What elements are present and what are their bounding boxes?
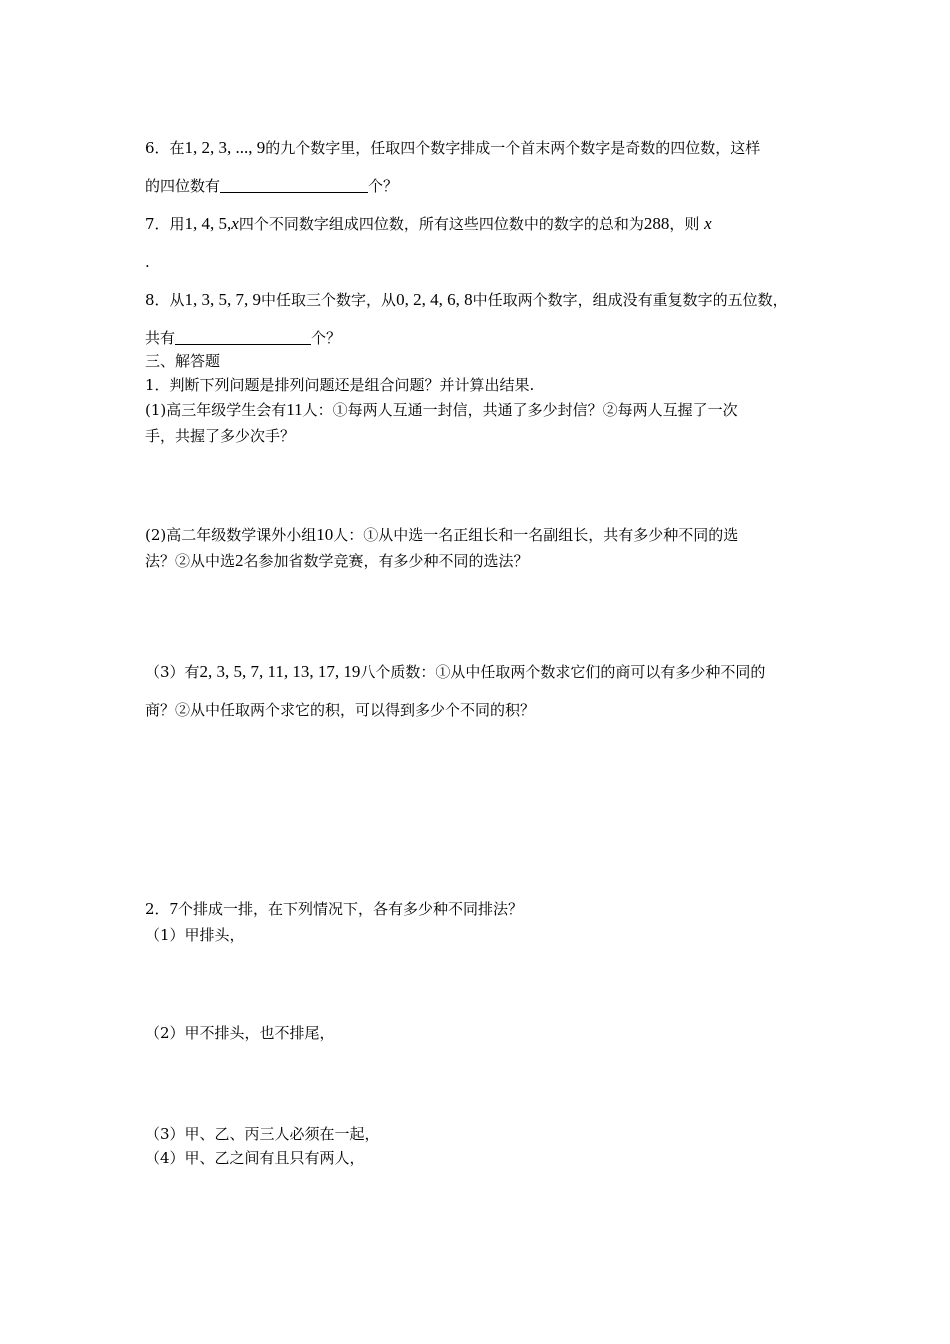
p1-s2-line2 <box>145 551 529 571</box>
q8-line1 <box>145 290 788 310</box>
p2-number: 7 <box>169 899 179 918</box>
q7-dot: . <box>145 253 150 271</box>
q7-line1 <box>145 214 712 234</box>
q8-suffix: 个？ <box>311 329 342 347</box>
q8-text: 中任取三个数字，从 <box>261 291 397 309</box>
q6-suffix: 个？ <box>368 177 399 195</box>
p1-s2-prefix: (2)高二年级数学课外小组 <box>145 526 317 544</box>
q7-text2: ，则 <box>669 215 700 233</box>
q7-sum: 288 <box>643 214 670 233</box>
p1-s2-line1 <box>145 525 738 545</box>
p1-s3-line2: 商？②从中任取两个求它的积，可以得到多少个不同的积？ <box>145 701 536 719</box>
p1-s2-text: 人：①从中选一名正组长和一名副组长，共有多少种不同的选 <box>333 526 739 544</box>
q6-line2 <box>145 176 398 196</box>
p1-s1-prefix: (1)高三年级学生会有 <box>145 401 287 419</box>
p1-s1-text: 人：①每两人互通一封信，共通了多少封信？②每两人互握了一次 <box>302 401 738 419</box>
q6-answer-blank[interactable] <box>220 176 368 193</box>
q8-odd-numbers: 1, 3, 5, 7, 9 <box>184 290 262 309</box>
p1-s3-line1 <box>145 662 765 682</box>
p1-s2-number: 10 <box>316 525 334 544</box>
p1-title: 1．判断下列问题是排列问题还是组合问题？并计算出结果. <box>145 376 535 394</box>
q7-text: 四个不同数字组成四位数，所有这些四位数中的数字的总和为 <box>238 215 644 233</box>
p2-prefix: 2． <box>145 900 170 918</box>
q6-text: 的九个数字里，任取四个数字排成一个首末两个数字是奇数的四位数，这样 <box>265 139 761 157</box>
q8-prefix: 8．从 <box>145 291 185 309</box>
p1-s1-line1 <box>145 400 738 420</box>
p1-s1-line2: 手，共握了多少次手？ <box>145 427 296 445</box>
p2-text: 个排成一排，在下列情况下，各有多少种不同排法？ <box>178 900 524 918</box>
q6-prefix: 6．在 <box>145 139 185 157</box>
p2-title <box>145 899 523 919</box>
q6-text2: 的四位数有 <box>145 177 221 195</box>
section-heading: 三、解答题 <box>145 352 221 370</box>
q6-line1 <box>145 138 760 158</box>
p2-item-3: （3）甲、乙、丙三人必须在一起， <box>145 1125 380 1143</box>
q8-text3: 共有 <box>145 329 176 347</box>
q7-prefix: 7．用 <box>145 215 185 233</box>
q8-line2 <box>145 328 341 348</box>
p2-item-1: （1）甲排头， <box>145 926 245 944</box>
q8-text2: 中任取两个数字，组成没有重复数字的五位数， <box>472 291 788 309</box>
p1-s1-number: 11 <box>286 400 303 419</box>
q7-numbers: 1, 4, 5, <box>184 214 232 233</box>
q7-line2 <box>145 252 150 272</box>
q6-numbers: 1, 2, 3, ..., 9 <box>184 138 266 157</box>
p1-s2-number2: 2 <box>235 551 244 570</box>
q8-even-numbers: 0, 2, 4, 6, 8 <box>396 290 473 309</box>
p1-s2-text3: 名参加省数学竞赛，有多少种不同的选法？ <box>243 552 529 570</box>
p2-item-2: （2）甲不排头，也不排尾， <box>145 1024 335 1042</box>
q7-variable: x <box>231 214 239 233</box>
q8-answer-blank[interactable] <box>175 328 311 345</box>
p1-s3-text: 八个质数：①从中任取两个数求它们的商可以有多少种不同的 <box>360 663 766 681</box>
p1-s3-primes: 2, 3, 5, 7, 11, 13, 17, 19 <box>199 662 361 681</box>
p1-s2-text2: 法？②从中选 <box>145 552 236 570</box>
p1-s3-prefix: （3）有 <box>145 663 200 681</box>
p2-item-4: （4）甲、乙之间有且只有两人， <box>145 1149 365 1167</box>
q7-variable2: x <box>704 214 712 233</box>
